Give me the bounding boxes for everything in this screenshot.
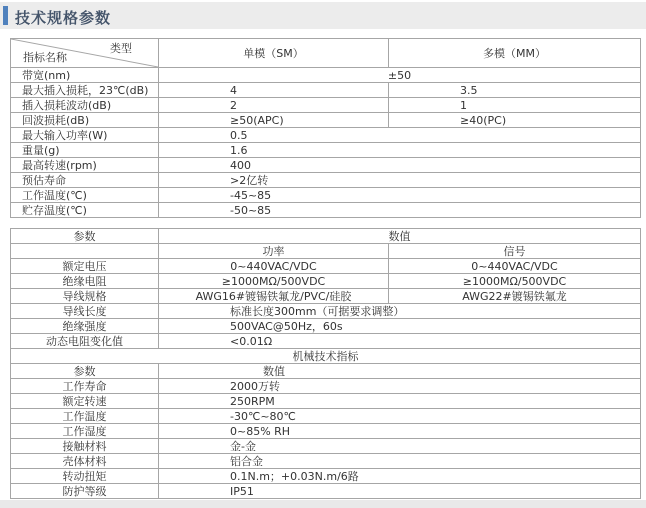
table2-subheader-row	[11, 244, 641, 259]
row-value: 400	[159, 158, 641, 173]
row-label: 工作温度	[11, 409, 159, 424]
subheader-signal: 信号	[389, 244, 641, 259]
table-row	[11, 454, 641, 469]
row-label: 壳体材料	[11, 454, 159, 469]
row-value: 金-金	[159, 439, 641, 454]
row-label: 工作温度(℃)	[11, 188, 159, 203]
row-label: 重量(g)	[11, 143, 159, 158]
table2-header2-row	[11, 364, 641, 379]
table-row	[11, 143, 641, 158]
table-row	[11, 68, 641, 83]
row-value-mm: 3.5	[389, 83, 641, 98]
row-label: 绝缘强度	[11, 319, 159, 334]
row-value: 0.5	[159, 128, 641, 143]
row-value-mm: 1	[389, 98, 641, 113]
table-row	[11, 83, 641, 98]
row-value: 500VAC@50Hz，60s	[159, 319, 641, 334]
table-row	[11, 439, 641, 454]
row-value-sm: 4	[159, 83, 389, 98]
row-value: -50~85	[159, 203, 641, 218]
table-row	[11, 113, 641, 128]
table-row	[11, 188, 641, 203]
section-title: 机械技术指标	[11, 349, 641, 364]
row-value-signal: AWG22#镀锡铁氟龙	[389, 289, 641, 304]
header2-value: 数值	[263, 364, 285, 378]
table-row	[11, 304, 641, 319]
section-title-bar	[0, 2, 646, 29]
row-label: 贮存温度(℃)	[11, 203, 159, 218]
row-label: 最大插入损耗，23℃(dB)	[11, 83, 159, 98]
page-title: 技术规格参数	[15, 9, 112, 27]
row-value: IP51	[159, 484, 641, 499]
row-value: -30℃~80℃	[159, 409, 641, 424]
row-label: 绝缘电阻	[11, 274, 159, 289]
row-label: 预估寿命	[11, 173, 159, 188]
header-value: 数值	[159, 229, 641, 244]
row-value: 250RPM	[159, 394, 641, 409]
section-title-row	[11, 349, 641, 364]
empty-cell	[11, 244, 159, 259]
row-label: 转动扭矩	[11, 469, 159, 484]
row-label: 回波损耗(dB)	[11, 113, 159, 128]
table-row	[11, 203, 641, 218]
header-param: 参数	[11, 229, 159, 244]
table1-header-row	[11, 39, 641, 68]
subheader-power: 功率	[159, 244, 389, 259]
row-value: 0~85% RH	[159, 424, 641, 439]
row-value: 铝合金	[159, 454, 641, 469]
row-value: 2000万转	[159, 379, 641, 394]
header2-param: 参数	[11, 364, 159, 379]
table-row	[11, 484, 641, 499]
row-value-power: AWG16#镀锡铁氟龙/PVC/硅胶	[159, 289, 389, 304]
row-label: 额定电压	[11, 259, 159, 274]
row-value-sm: 2	[159, 98, 389, 113]
row-label: 插入损耗波动(dB)	[11, 98, 159, 113]
row-label: 动态电阻变化值	[11, 334, 159, 349]
row-value: >2亿转	[159, 173, 641, 188]
row-value: 1.6	[159, 143, 641, 158]
column-header-mm: 多模（MM）	[389, 39, 641, 68]
row-value-mm: ≥40(PC)	[389, 113, 641, 128]
corner-name-label: 指标名称	[23, 51, 67, 64]
table-row	[11, 319, 641, 334]
table-row	[11, 259, 641, 274]
row-label: 最大输入功率(W)	[11, 128, 159, 143]
row-label: 工作湿度	[11, 424, 159, 439]
row-label: 接触材料	[11, 439, 159, 454]
row-value-signal: 0~440VAC/VDC	[389, 259, 641, 274]
table-row	[11, 334, 641, 349]
table-row	[11, 173, 641, 188]
table-row	[11, 409, 641, 424]
row-value: <0.01Ω	[159, 334, 641, 349]
row-label: 导线长度	[11, 304, 159, 319]
row-value-signal: ≥1000MΩ/500VDC	[389, 274, 641, 289]
optical-spec-table	[10, 38, 641, 218]
table-row	[11, 274, 641, 289]
electrical-mechanical-spec-table	[10, 228, 641, 499]
row-value: 标准长度300mm（可据要求调整）	[159, 304, 641, 319]
table-row	[11, 424, 641, 439]
corner-type-label: 类型	[110, 42, 132, 55]
row-value: 0.1N.m；+0.03N.m/6路	[159, 469, 641, 484]
table-row	[11, 469, 641, 484]
row-value-sm: ≥50(APC)	[159, 113, 389, 128]
column-header-sm: 单模（SM）	[159, 39, 389, 68]
row-label: 带宽(nm)	[11, 68, 159, 83]
table-row	[11, 379, 641, 394]
page-bottom-strip	[0, 500, 646, 508]
row-label: 最高转速(rpm)	[11, 158, 159, 173]
table1-corner-cell	[11, 39, 159, 68]
row-value-power: 0~440VAC/VDC	[159, 259, 389, 274]
header2-value-cell	[159, 364, 641, 379]
table-row	[11, 158, 641, 173]
table-row	[11, 98, 641, 113]
table2-header-row	[11, 229, 641, 244]
table-row	[11, 394, 641, 409]
row-label: 导线规格	[11, 289, 159, 304]
row-label: 防护等级	[11, 484, 159, 499]
row-value: -45~85	[159, 188, 641, 203]
table-row	[11, 128, 641, 143]
row-value-power: ≥1000MΩ/500VDC	[159, 274, 389, 289]
title-accent-bar	[3, 6, 8, 25]
row-value: ±50	[159, 68, 641, 83]
table-row	[11, 289, 641, 304]
row-label: 工作寿命	[11, 379, 159, 394]
row-label: 额定转速	[11, 394, 159, 409]
